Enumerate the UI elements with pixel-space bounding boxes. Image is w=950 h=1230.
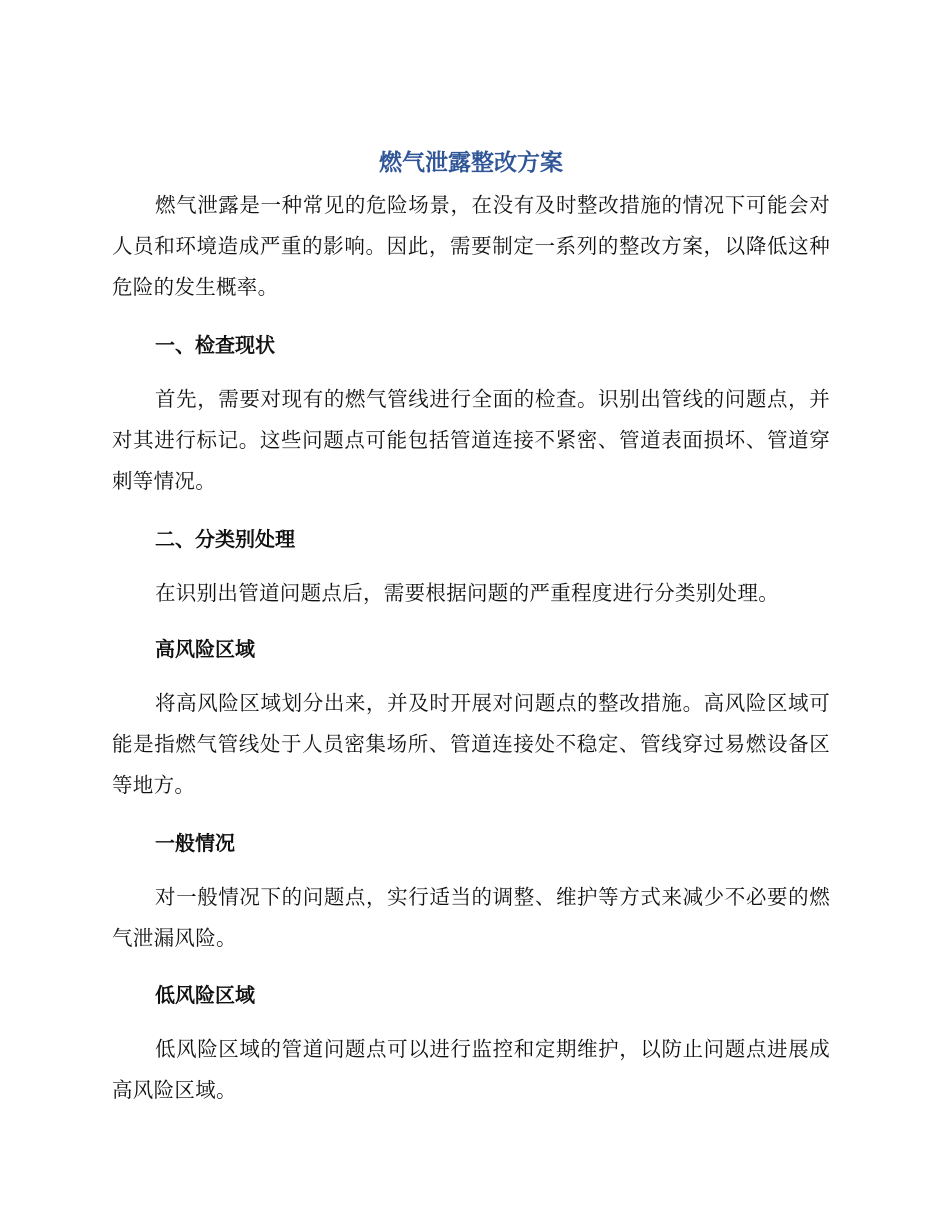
intro-paragraph: 燃气泄露是一种常见的危险场景，在没有及时整改措施的情况下可能会对人员和环境造成严重的影响。因此，需要制定一系列的整改方案，以降低这种危险的发生概率。 [112,193,830,299]
section-heading-classify: 二、分类别处理 [155,527,295,551]
section-text-low-risk: 低风险区域的管道问题点可以进行监控和定期维护，以防止问题点进展成高风险区域。 [112,1037,830,1102]
section-heading-inspect: 一、检查现状 [155,333,275,357]
document-title: 燃气泄露整改方案 [379,150,563,176]
section-text-classify: 在识别出管道问题点后，需要根据问题的严重程度进行分类别处理。 [155,581,779,605]
section-heading-high-risk: 高风险区域 [155,637,255,661]
section-heading-low-risk: 低风险区域 [155,983,255,1007]
section-text-general: 对一般情况下的问题点，实行适当的调整、维护等方式来减少不必要的燃气泄漏风险。 [112,885,830,950]
section-text-inspect: 首先，需要对现有的燃气管线进行全面的检查。识别出管线的问题点，并对其进行标记。这些问题点可能包括管道连接不紧密、管道表面损坏、管道穿刺等情况。 [112,387,830,493]
section-heading-general: 一般情况 [155,831,235,855]
section-text-high-risk: 将高风险区域划分出来，并及时开展对问题点的整改措施。高风险区域可能是指燃气管线处于人员密集场所、管道连接处不稳定、管线穿过易燃设备区等地方。 [112,691,830,797]
